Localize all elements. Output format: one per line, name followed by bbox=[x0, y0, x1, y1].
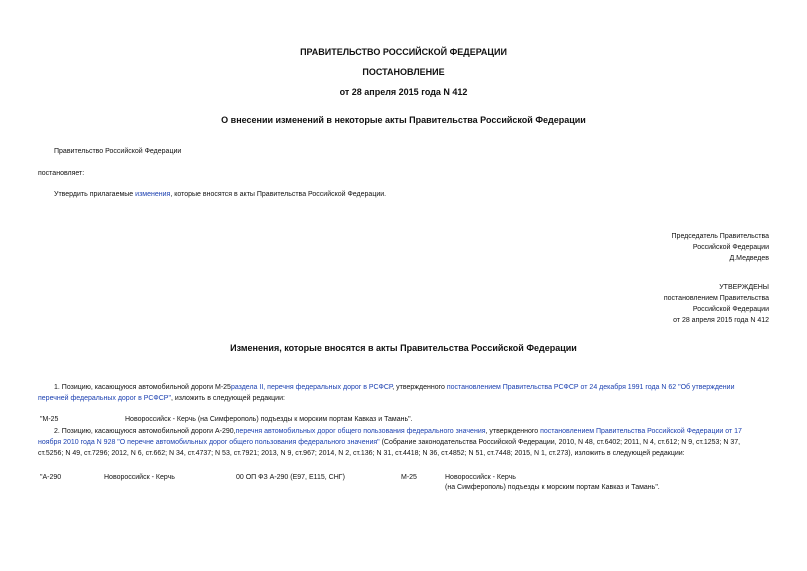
rsfsr-resolution-link[interactable]: постановлением Правительства РСФСР от 24 декабря 1991 года N 62 "Об утверждении bbox=[446, 384, 735, 391]
intro-resolves: постановляет: bbox=[38, 170, 85, 177]
approved-heading: УТВЕРЖДЕНЫ bbox=[719, 284, 769, 291]
changes-title: Изменения, которые вносятся в акты Правительства Российской Федерации bbox=[230, 343, 577, 353]
p2-text: 2. Позицию, касающуюся автомобильной дороги А-290, bbox=[54, 428, 236, 435]
rf-resolution-link[interactable]: постановлением Правительства Российской Федерации от 17 bbox=[540, 428, 742, 435]
org-heading: ПРАВИТЕЛЬСТВО РОССИЙСКОЙ ФЕДЕРАЦИИ bbox=[300, 47, 507, 57]
row2-name: Новороссийск - Керчь bbox=[104, 474, 175, 481]
signature-name: Д.Медведев bbox=[729, 255, 769, 262]
row2-new-name: Новороссийск - Керчь bbox=[445, 474, 516, 481]
p1-line1 bbox=[54, 382, 734, 393]
approved-date: от 28 апреля 2015 года N 412 bbox=[673, 317, 769, 324]
p2-line1 bbox=[54, 426, 742, 437]
row2-code: "А-290 bbox=[40, 474, 62, 481]
approve-prefix: Утвердить прилагаемые bbox=[54, 191, 136, 198]
p2-connector: , утвержденного bbox=[485, 428, 541, 435]
section-ii-link[interactable]: раздела II, перечня федеральных дорог в РСФСР bbox=[230, 384, 393, 391]
approved-org: Российской Федерации bbox=[692, 306, 769, 313]
p2-sources: (Собрание законодательства Российской Федерации, 2010, N 48, ст.6402; 2011, N 4, ст.612; N 9, ст.1253; N 37, bbox=[379, 439, 741, 446]
row2-id: 00 ОП ФЗ А-290 (Е97, Е115, СНГ) bbox=[236, 474, 345, 481]
doc-date: от 28 апреля 2015 года N 412 bbox=[339, 87, 468, 97]
approve-changes-link[interactable]: изменения bbox=[135, 191, 171, 198]
approve-suffix: , которые вносятся в акты Правительства Российской Федерации. bbox=[170, 191, 387, 198]
row1-code: "М-25 bbox=[40, 416, 59, 423]
p2-line3: ст.5256; N 49, ст.7296; 2012, N 6, ст.662; N 34, ст.4737; N 53, ст.7921; 2013, N 9, ст.967; 2014, N 2, ст.136; N 31, ст.4418; N 36, ст.4852; N 51, ст.7448; 2015, N 1, ст.273), изложить в следующей редакции: bbox=[38, 450, 685, 457]
row1-description: Новороссийск - Керчь (на Симферополь) подъезды к морским портам Кавказ и Тамань". bbox=[125, 416, 413, 423]
p1-connector: , утвержденного bbox=[392, 384, 447, 391]
doc-title: О внесении изменений в некоторые акты Правительства Российской Федерации bbox=[221, 115, 586, 125]
p1-ending: , изложить в следующей редакции: bbox=[170, 395, 285, 402]
approved-by: постановлением Правительства bbox=[663, 295, 769, 302]
rsfsr-roads-list-link[interactable]: перечней федеральных дорог в РСФСР" bbox=[38, 395, 171, 402]
resolution-928-link[interactable]: ноября 2010 года N 928 "О перечне автомобильных дорог общего пользования федерального значения" bbox=[38, 439, 380, 446]
row2-new-code: М-25 bbox=[401, 474, 417, 481]
p2-line2 bbox=[38, 437, 740, 448]
row2-new-name-cont: (на Симферополь) подъезды к морским портам Кавказ и Тамань". bbox=[445, 484, 660, 491]
doc-type-heading: ПОСТАНОВЛЕНИЕ bbox=[362, 67, 445, 77]
p1-line2 bbox=[38, 393, 285, 404]
p1-text: 1. Позицию, касающуюся автомобильной дороги М-25 bbox=[54, 384, 231, 391]
signature-org: Российской Федерации bbox=[692, 244, 769, 251]
federal-roads-list-link[interactable]: перечня автомобильных дорог общего пользования федерального значения bbox=[235, 428, 486, 435]
signature-title: Председатель Правительства bbox=[671, 233, 769, 240]
intro-approve bbox=[54, 189, 386, 200]
intro-government: Правительство Российской Федерации bbox=[54, 148, 182, 155]
